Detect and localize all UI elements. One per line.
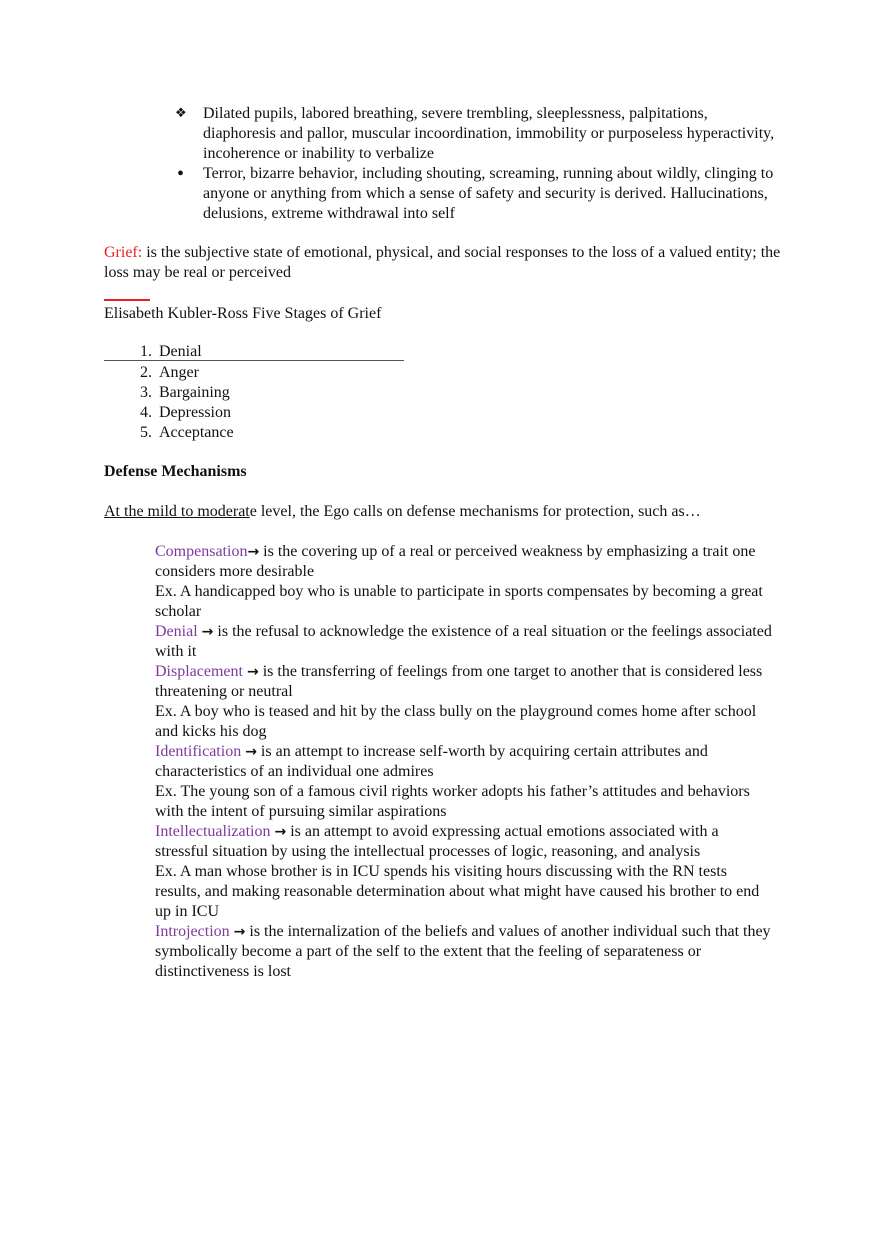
defense-heading: Defense Mechanisms	[104, 463, 247, 480]
mechanism-definition-text: is the transferring of feelings from one target to another that is considered less threatening or neutral	[155, 663, 763, 700]
mechanism-definition	[155, 622, 775, 662]
bullet-text: Dilated pupils, labored breathing, severe trembling, sleeplessness, palpitations, diaphoresis and pallor, muscular incoordination, immobility or purposeless hyperactivity, incoherence or inability to verbalize	[203, 105, 775, 162]
stage-label: Anger	[159, 364, 199, 381]
list-item	[104, 342, 404, 361]
right-arrow-icon: →	[201, 624, 214, 640]
list-item	[175, 104, 775, 164]
mechanism-term: Denial	[155, 623, 202, 640]
list-item	[175, 164, 775, 224]
mechanism-definition	[155, 822, 775, 862]
mechanism-definition	[155, 742, 775, 782]
list-number: 1.	[140, 343, 152, 360]
list-number: 2.	[140, 364, 152, 381]
mechanism-example: Ex. A handicapped boy who is unable to participate in sports compensates by becoming a great scholar	[155, 583, 763, 620]
list-number: 4.	[140, 404, 152, 421]
mechanism-term: Compensation	[155, 543, 248, 560]
list-item	[104, 423, 404, 443]
right-arrow-icon: →	[233, 924, 246, 940]
right-arrow-icon: →	[246, 664, 259, 680]
diamond-bullet-icon: ❖	[175, 106, 187, 121]
stage-label: Depression	[159, 404, 231, 421]
stage-label: Bargaining	[159, 384, 230, 401]
mechanism-definition-text: is the refusal to acknowledge the existence of a real situation or the feelings associated with it	[155, 623, 772, 660]
stages-title: Elisabeth Kubler-Ross Five Stages of Grief	[104, 305, 382, 322]
panic-symptom-list	[175, 104, 775, 224]
right-arrow-icon: →	[274, 824, 287, 840]
mechanism-definition-text: is the covering up of a real or perceived weakness by emphasizing a trait one considers more desirable	[155, 543, 756, 580]
intro-text: e level, the Ego calls on defense mechanisms for protection, such as…	[249, 503, 701, 520]
mechanism-example: Ex. The young son of a famous civil rights worker adopts his father’s attitudes and behaviors with the intent of pursuing similar aspirations	[155, 783, 750, 820]
dot-bullet-icon: •	[177, 163, 185, 185]
mechanism-definition-text: is an attempt to avoid expressing actual emotions associated with a stressful situation by using the intellectual processes of logic, reasoning, and analysis	[155, 823, 719, 860]
mechanism-term: Intellectualization	[155, 823, 275, 840]
mechanism-definition-text: is an attempt to increase self-worth by acquiring certain attributes and characteristics of an individual one admires	[155, 743, 708, 780]
list-item	[104, 363, 404, 383]
defense-mechanism-list	[155, 542, 775, 982]
mechanism-term: Displacement	[155, 663, 247, 680]
red-divider	[104, 299, 150, 301]
list-number: 5.	[140, 424, 152, 441]
bullet-text: Terror, bizarre behavior, including shouting, screaming, running about wildly, clinging to anyone or anything from which a sense of safety and security is derived. Hallucinations, delusions, extreme withdrawal into self	[203, 165, 774, 222]
defense-intro	[104, 502, 784, 522]
list-item	[104, 383, 404, 403]
right-arrow-icon: →	[247, 544, 260, 560]
stage-label: Denial	[159, 343, 202, 360]
list-number: 3.	[140, 384, 152, 401]
grief-definition-text: is the subjective state of emotional, physical, and social responses to the loss of a valued entity; the loss may be real or perceived	[104, 244, 781, 281]
mechanism-term: Identification	[155, 743, 246, 760]
intro-underlined-text: At the mild to moderat	[104, 503, 250, 520]
mechanism-definition	[155, 662, 775, 702]
mechanism-term: Introjection	[155, 923, 234, 940]
mechanism-example: Ex. A boy who is teased and hit by the class bully on the playground comes home after school and kicks his dog	[155, 703, 757, 740]
mechanism-example: Ex. A man whose brother is in ICU spends his visiting hours discussing with the RN tests results, and making reasonable determination about what might have caused his brother to end up in ICU	[155, 863, 760, 920]
stages-list	[104, 342, 404, 443]
right-arrow-icon: →	[245, 744, 257, 760]
mechanism-definition-text: is the internalization of the beliefs and values of another individual such that they symbolically become a part of the self to the extent that the feeling of separateness or distinctiveness is lost	[155, 923, 771, 980]
grief-definition	[104, 243, 784, 283]
mechanism-definition	[155, 922, 775, 982]
mechanism-definition	[155, 542, 775, 582]
stage-label: Acceptance	[159, 424, 234, 441]
grief-term: Grief:	[104, 244, 143, 261]
list-item	[104, 403, 404, 423]
